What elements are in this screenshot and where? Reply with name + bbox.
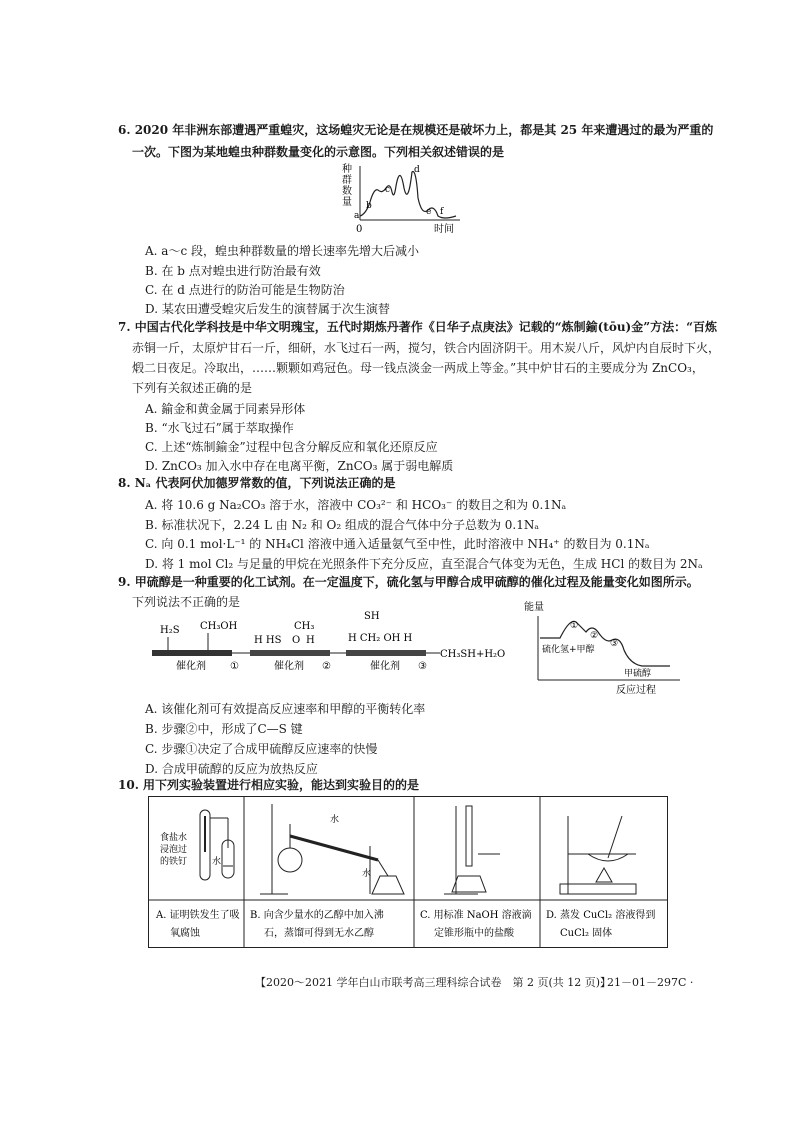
q10-iron-label-2: 浸泡过 [160, 845, 188, 855]
q9-step-2: ② [322, 661, 331, 672]
q10-cell-c-line1: C. 用标准 NaOH 溶液滴 [420, 910, 532, 921]
q7-option-a: A. 鍮金和黄金属于同素异形体 [145, 402, 306, 416]
q10-cell-b-line1: B. 向含少量水的乙醇中加入沸 [250, 910, 384, 921]
q6-ylabel-1: 种 [342, 164, 352, 175]
q9-mechanism-diagram [150, 605, 510, 675]
q10-water-a: 水 [212, 857, 222, 867]
q9-energy-ylabel: 能量 [524, 602, 544, 613]
q6-point-a: a [354, 211, 360, 221]
q9-h2s: H₂S [160, 625, 180, 636]
q10-cell-d-line1: D. 蒸发 CuCl₂ 溶液得到 [546, 910, 656, 921]
page-footer-info: 【2020～2021 学年白山市联考高三理科综合试卷 第 2 页(共 12 页)】 [255, 976, 612, 989]
q6-option-c: C. 在 d 点进行的防治可能是生物防治 [145, 283, 345, 297]
q9-h-ch2-oh-h: H CH₂ OH H [348, 633, 413, 644]
q6-ylabel-2: 群 [342, 175, 352, 186]
q6-xlabel: 时间 [434, 224, 454, 235]
q9-catalyst-label-1: 催化剂 [176, 661, 206, 672]
q9-energy-xlabel: 反应过程 [616, 685, 656, 696]
q10-iron-label-3: 的铁钉 [160, 857, 188, 867]
q7-stem-line3: 煅二日夜足。冷取出，……颗颗如鸡冠色。母一钱点淡金一两成上等金。”其中炉甘石的主要成分为 ZnCO₃， [132, 361, 704, 375]
q8-option-a: A. 将 10.6 g Na₂CO₃ 溶于水，溶液中 CO₃²⁻ 和 HCO₃⁻ 的数目之和为 0.1Nₐ [145, 498, 567, 512]
q9-hhs: H HS [254, 635, 282, 646]
q9-catalyst-bar-1 [152, 650, 232, 656]
q6-stem-line1: 6. 2020 年非洲东部遭遇严重蝗灾，这场蝗灾无论是在规模还是破坏力上，都是其 25 年来遭遇过的最为严重的 [118, 123, 714, 137]
q10-iron-label-1: 食盐水 [160, 833, 188, 843]
q10-cell-d-line2: CuCl₂ 固体 [560, 928, 613, 939]
q10-apparatus-c [444, 806, 500, 894]
q9-option-c: C. 步骤①决定了合成甲硫醇反应速率的快慢 [145, 742, 378, 756]
q10-water-b2: 水 [362, 869, 372, 879]
q6-point-c: c [385, 185, 391, 195]
q8-option-b: B. 标准状况下，2.24 L 由 N₂ 和 O₂ 组成的混合气体中分子总数为 0.1Nₐ [145, 518, 540, 532]
q8-stem-line1: 8. Nₐ 代表阿伏加德罗常数的值，下列说法正确的是 [118, 476, 396, 490]
q9-peak-3: ③ [610, 639, 619, 649]
q9-h: H [306, 635, 315, 646]
q7-option-b: B. “水飞过石”属于萃取操作 [145, 421, 294, 435]
q7-stem-line4: 下列有关叙述正确的是 [132, 381, 253, 395]
q6-origin: 0 [356, 224, 363, 235]
q9-ch3oh: CH₃OH [200, 621, 238, 632]
q9-stem-line1: 9. 甲硫醇是一种重要的化工试剂。在一定温度下，硫化氢与甲醇合成甲硫醇的催化过程及能量变化如图所示。 [118, 575, 699, 589]
q10-apparatus-a [200, 810, 234, 880]
q6-population-graph [330, 158, 470, 238]
q6-point-b: b [366, 201, 372, 211]
q8-option-d: D. 将 1 mol Cl₂ 与足量的甲烷在光照条件下充分反应，直至混合气体变为无色，生成 HCl 的数目为 2Nₐ [145, 557, 703, 571]
q6-point-e: e [426, 207, 432, 217]
q7-stem-line2: 赤铜一斤，太原炉甘石一斤，细研，水飞过石一两，搅匀，铁合内固济阴干。用木炭八斤，风炉内自辰时下火， [132, 341, 721, 355]
q10-cell-b-line2: 石，蒸馏可得到无水乙醇 [264, 928, 374, 939]
q7-option-d: D. ZnCO₃ 加入水中存在电离平衡，ZnCO₃ 属于弱电解质 [145, 459, 454, 473]
q9-sh: SH [364, 611, 380, 622]
q9-step-3: ③ [418, 661, 427, 672]
q9-catalyst-label-2: 催化剂 [274, 661, 304, 672]
q9-step-1: ① [230, 661, 239, 672]
q6-ylabel-4: 量 [342, 197, 352, 208]
q9-peak-1: ① [570, 621, 579, 631]
q9-peak-2: ② [590, 631, 599, 641]
q10-cell-a-line2: 氧腐蚀 [170, 928, 200, 939]
q9-reactants: 硫化氢+甲醇 [542, 645, 595, 655]
q6-ylabel-3: 数 [342, 186, 352, 197]
q6-point-d: d [414, 165, 420, 175]
q6-option-d: D. 某农田遭受蝗灾后发生的演替属于次生演替 [145, 302, 390, 316]
q9-catalyst-bar-3 [346, 650, 426, 656]
q8-option-c: C. 向 0.1 mol·L⁻¹ 的 NH₄Cl 溶液中通入适量氨气至中性，此时溶液中 NH₄⁺ 的数目为 0.1Nₐ [145, 537, 650, 551]
q9-stem-line2: 下列说法不正确的是 [132, 595, 241, 609]
q7-option-c: C. 上述“炼制鍮金”过程中包含分解反应和氧化还原反应 [145, 440, 438, 454]
q9-energy-diagram [520, 598, 700, 698]
q9-catalyst-bar-2 [250, 650, 330, 656]
q6-stem-line2: 一次。下图为某地蝗虫种群数量变化的示意图。下列相关叙述错误的是 [132, 145, 505, 159]
q9-option-b: B. 步骤②中，形成了C—S 键 [145, 722, 303, 736]
page-footer-code: · 21－01－297C · [600, 976, 694, 989]
q10-water-b1: 水 [330, 815, 340, 825]
q10-apparatus-d [560, 816, 636, 894]
q9-option-d: D. 合成甲硫醇的反应为放热反应 [145, 762, 318, 776]
q10-cell-c-line2: 定锥形瓶中的盐酸 [434, 928, 514, 939]
q10-stem-line1: 10. 用下列实验装置进行相应实验，能达到实验目的的是 [118, 778, 420, 792]
q9-o: O [292, 635, 301, 646]
q9-catalyst-label-3: 催化剂 [370, 661, 400, 672]
q9-ch3: CH₃ [294, 621, 315, 632]
q7-stem-line1: 7. 中国古代化学科技是中华文明瑰宝，五代时期炼丹著作《日华子点庚法》记载的“炼制鍮(tōu)金”方法：“百炼 [118, 320, 718, 334]
q10-apparatus-table [148, 796, 668, 948]
q9-products: 甲硫醇 [624, 669, 652, 679]
q6-option-b: B. 在 b 点对蝗虫进行防治最有效 [145, 264, 321, 278]
q9-energy-curve [540, 621, 670, 666]
q10-cell-a-line1: A. 证明铁发生了吸 [156, 910, 240, 921]
q9-product: CH₃SH+H₂O [440, 649, 506, 660]
q6-point-f: f [440, 207, 444, 217]
q9-option-a: A. 该催化剂可有效提高反应速率和甲醇的平衡转化率 [145, 702, 426, 716]
q6-option-a: A. a～c 段，蝗虫种群数量的增长速率先增大后减小 [145, 244, 419, 258]
